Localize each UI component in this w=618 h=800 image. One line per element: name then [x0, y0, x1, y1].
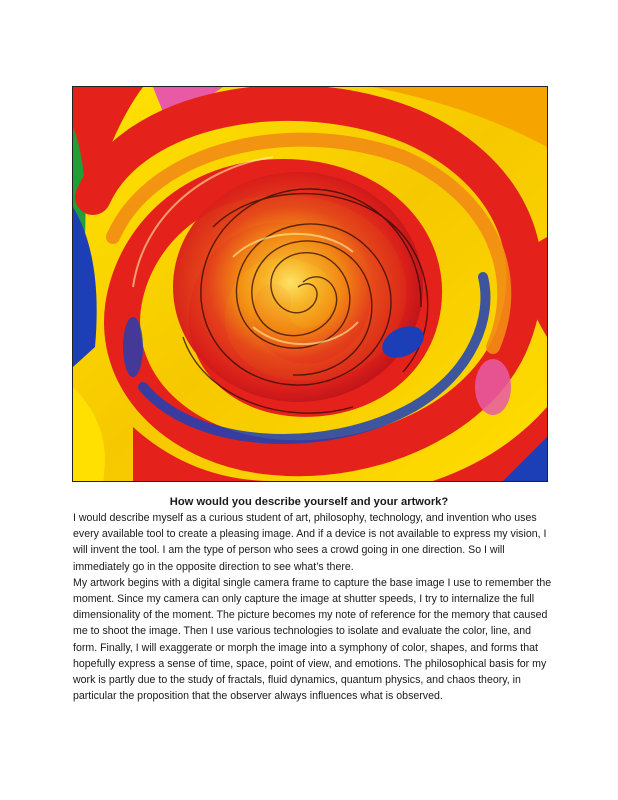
body-line: particular the proposition that the observer always influences what is observed. [73, 690, 443, 703]
article-body [73, 510, 551, 704]
body-line: hopefully express a sense of time, space, point of view, and emotions. The philosophical basis for my [73, 657, 547, 670]
body-line: immediately go in the opposite direction to see what’s there. [73, 560, 354, 573]
body-line: form. Finally, I will exaggerate or morph the image into a symphony of color, shapes, and forms that [73, 641, 538, 654]
swirl-artwork-graphic [73, 87, 547, 481]
body-line: dimensionality of the moment. The picture becomes my note of reference for the memory that caused [73, 609, 548, 622]
body-line: will invent the tool. I am the type of person who sees a crowd going in one direction. So I will [73, 544, 505, 557]
article-heading: How would you describe yourself and your artwork? [169, 496, 449, 508]
swirl-artwork-image [72, 86, 548, 482]
body-line: every available tool to create a pleasing image. And if a device is not available to express my vision, I [73, 528, 547, 541]
body-line: moment. Since my camera can only capture the image at shutter speeds, I try to internalize the full [73, 593, 535, 606]
body-line: me to shoot the image. Then I use various technologies to isolate and evaluate the color, line, and [73, 625, 531, 638]
body-line: My artwork begins with a digital single camera frame to capture the base image I use to remember the [73, 576, 552, 589]
body-line: I would describe myself as a curious student of art, philosophy, technology, and invention who uses [73, 512, 537, 524]
body-line: work is partly due to the study of fractals, fluid dynamics, quantum physics, and chaos theory, in [73, 674, 521, 687]
